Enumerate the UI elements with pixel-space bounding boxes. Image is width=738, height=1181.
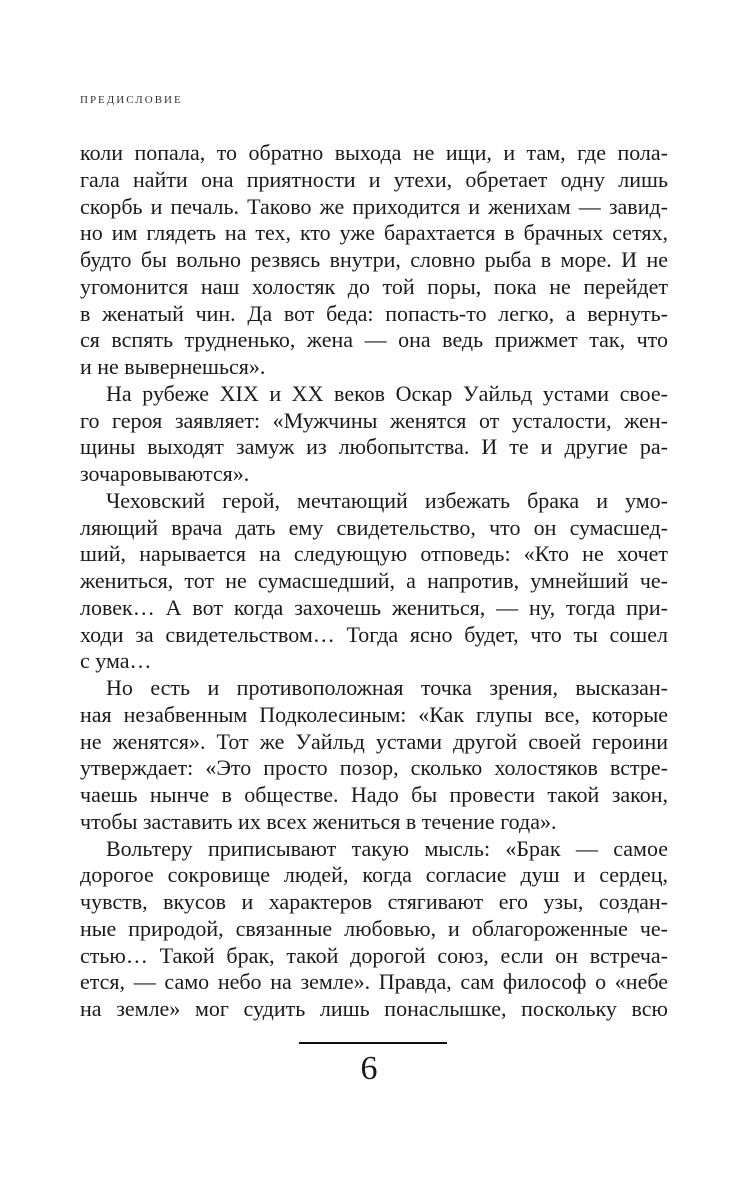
text-line: Чеховский герой, мечтающий избежать брака и умо- <box>106 487 668 513</box>
text-line: зочаровываются». <box>80 461 250 486</box>
text-line: скорбь и печаль. Таково же приходится и женихам — завид- <box>80 193 668 219</box>
text-line: щины выходят замуж из любопытства. И те и другие ра- <box>80 434 668 460</box>
text-line: с ума… <box>80 648 152 674</box>
text-line: На рубеже XIX и XX веков Оскар Уайльд устами свое- <box>106 380 668 406</box>
text-line: ходи за свидетельством… Тогда ясно будет, что ты сошел <box>80 621 668 647</box>
text-line: в женатый чин. Да вот беда: попасть-то легко, а вернуть- <box>80 300 668 326</box>
paragraph <box>80 836 668 1023</box>
text-line: Но есть и противоположная точка зрения, высказан- <box>106 675 668 700</box>
text-line: чтобы заставить их всех жениться в течение года». <box>80 808 557 834</box>
text-line: жениться, тот не сумасшедший, а напротив, умнейший че- <box>80 568 668 593</box>
text-line: коли попала, то обратно выхода не ищи, и там, где пола- <box>80 140 668 165</box>
text-line: ляющий врача дать ему свидетельство, что он сумасшед- <box>80 514 668 540</box>
text-line: ная незабвенным Подколесиным: «Как глупы все, которые <box>80 701 668 727</box>
text-line: гала найти она приятности и утехи, обретает одну лишь <box>80 166 668 192</box>
running-head: ПРЕДИСЛОВИЕ <box>80 94 183 106</box>
text-line: на земле» мог судить лишь понаслышке, поскольку всю <box>80 996 668 1021</box>
text-line: го героя заявляет: «Мужчины женятся от усталости, жен- <box>80 407 668 433</box>
paragraph <box>80 488 668 675</box>
text-line: утверждает: «Это просто позор, сколько холостяков встре- <box>80 755 668 781</box>
body-text <box>80 140 668 1023</box>
text-line: не женятся». Тот же Уайльд устами другой своей героини <box>80 728 668 754</box>
text-line: будто бы вольно резвясь внутри, словно рыба в море. И не <box>80 247 668 272</box>
page-number: 6 <box>360 1050 378 1087</box>
text-line: угомонится наш холостяк до той поры, пока не перейдет <box>80 273 668 299</box>
paragraph <box>80 675 668 836</box>
text-line: ные природой, связанные любовью, и облагороженные че- <box>80 915 668 941</box>
text-line: ся вспять трудненько, жена — она ведь прижмет так, что <box>80 327 668 353</box>
text-line: но им глядеть на тех, кто уже барахтается в брачных сетях, <box>80 220 668 246</box>
text-line: ший, нарывается на следующую отповедь: «Кто не хочет <box>80 541 668 567</box>
footer-rule <box>299 1042 447 1044</box>
text-line: чаешь нынче в обществе. Надо бы провести такой закон, <box>80 782 668 807</box>
text-line: и не вывернешься». <box>80 354 266 379</box>
text-line: стью… Такой брак, такой дорогой союз, если он встреча- <box>80 942 668 968</box>
text-line: ловек… А вот когда захочешь жениться, — ну, тогда при- <box>80 594 668 620</box>
text-line: ется, — само небо на земле». Правда, сам философ о «небе <box>80 969 668 995</box>
text-line: Вольтеру приписывают такую мысль: «Брак — самое <box>106 835 668 861</box>
paragraph <box>80 140 668 381</box>
text-line: чувств, вкусов и характеров стягивают его узы, создан- <box>80 889 668 914</box>
text-line: дорогое сокровище людей, когда согласие душ и сердец, <box>80 862 668 888</box>
paragraph <box>80 381 668 488</box>
